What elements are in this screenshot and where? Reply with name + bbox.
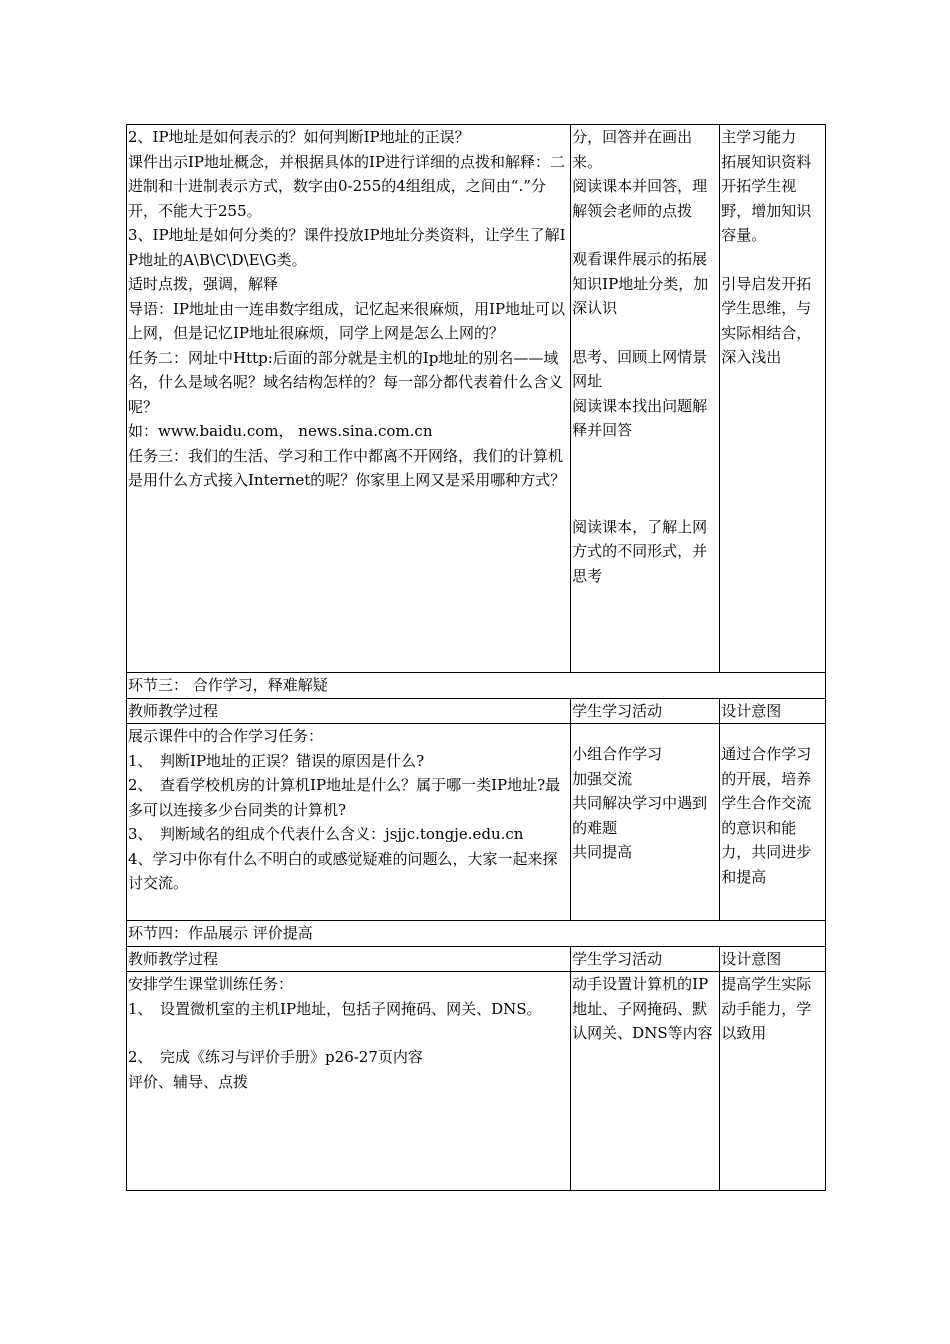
lesson-plan-table	[126, 124, 826, 1191]
header-design: 设计意图	[720, 698, 826, 724]
student-text: 共同提高	[572, 843, 633, 861]
student-text: 小组合作学习	[572, 745, 663, 763]
teacher-text: 3、IP地址是如何分类的？课件投放IP地址分类资料，让学生了解IP地址的A\B\C\D\E\G类。	[128, 226, 566, 269]
section-four-title-row	[127, 921, 826, 947]
header-design: 设计意图	[720, 946, 826, 972]
student-text: 分，回答并在画出来。	[572, 128, 693, 171]
student-text: 加强交流	[572, 769, 633, 788]
teacher-text: 任务二：网址中Http:后面的部分就是主机的Ip地址的别名——域名，什么是域名呢？域名结构怎样的？每一部分都代表着什么含义呢？	[128, 348, 564, 416]
design-intent-cell	[720, 724, 826, 921]
header-student: 学生学习活动	[571, 946, 720, 972]
student-activity-cell	[571, 972, 720, 1191]
section-two-content-row	[127, 125, 826, 673]
teacher-text: 展示课件中的合作学习任务：	[128, 727, 324, 745]
design-text: 引导启发开拓学生思维，与实际相结合，深入浅出	[721, 274, 812, 366]
section-three-content-row	[127, 724, 826, 921]
teacher-text: 1、 设置微机室的主机IP地址，包括子网掩码、网关、DNS。	[128, 999, 542, 1018]
student-text: 网址	[572, 372, 603, 390]
student-activity-cell	[571, 724, 720, 921]
header-teacher: 教师教学过程	[127, 698, 571, 724]
teacher-text: 2、 查看学校机房的计算机IP地址是什么？属于哪一类IP地址?最多可以连接多少台同类的计算机?	[128, 776, 561, 819]
teacher-process-cell	[127, 125, 571, 673]
teacher-process-cell	[127, 724, 571, 921]
student-activity-cell	[571, 125, 720, 673]
teacher-text: 3、 判断域名的组成个代表什么含义：jsjjc.tongje.edu.cn	[128, 825, 524, 843]
design-intent-cell	[720, 972, 826, 1191]
teacher-text: 4、学习中你有什么不明白的或感觉疑难的问题么，大家一起来探讨交流。	[128, 849, 558, 892]
student-text: 阅读课本并回答，理解领会老师的点拨	[572, 177, 708, 220]
teacher-text: 评价、辅导、点拨	[128, 1072, 249, 1091]
teacher-text: 导语：IP地址由一连串数字组成，记忆起来很麻烦，用IP地址可以上网，但是记忆IP地址很麻烦，同学上网是怎么上网的？	[128, 299, 566, 342]
design-text: 主学习能力	[721, 128, 797, 146]
teacher-text: 2、 完成《练习与评价手册》p26-27页内容	[128, 1048, 423, 1066]
teacher-text: 1、 判断IP地址的正误？错误的原因是什么?	[128, 751, 425, 770]
teacher-text: 课件出示IP地址概念，并根据具体的IP进行详细的点拨和解释：二进制和十进制表示方式，数字由0-255的4组组成，之间由“.”分开，不能大于255。	[128, 152, 566, 220]
teacher-process-cell	[127, 972, 571, 1191]
header-teacher: 教师教学过程	[127, 946, 571, 972]
design-text: 提高学生实际动手能力，学以致用	[721, 975, 812, 1042]
section-four-title: 环节四：作品展示 评价提高	[127, 921, 826, 947]
student-text: 观看课件展示的拓展知识IP地址分类，加深认识	[572, 250, 709, 317]
student-text: 阅读课本找出问题解释并回答	[572, 396, 708, 439]
teacher-text: 任务三：我们的生活、学习和工作中都离不开网络，我们的计算机是用什么方式接入Internet的呢？你家里上网又是采用哪种方式？	[128, 446, 566, 489]
teacher-text: 如：www.baidu.com， news.sina.com.cn	[128, 422, 433, 440]
section-three-title: 环节三： 合作学习，释难解疑	[127, 673, 826, 699]
student-text: 思考、回顾上网情景	[572, 347, 708, 366]
design-intent-cell	[720, 125, 826, 673]
section-four-content-row	[127, 972, 826, 1191]
section-four-header-row	[127, 946, 826, 972]
teacher-text: 适时点拨，强调，解释	[128, 275, 279, 293]
design-text: 通过合作学习的开展，培养学生合作交流的意识和能力，共同进步和提高	[721, 745, 812, 886]
section-three-title-row	[127, 673, 826, 699]
teacher-text: 2、IP地址是如何表示的？如何判断IP地址的正误？	[128, 128, 470, 146]
teacher-text: 安排学生课堂训练任务：	[128, 975, 294, 993]
student-text: 阅读课本，了解上网方式的不同形式，并思考	[572, 517, 708, 585]
header-student: 学生学习活动	[571, 698, 720, 724]
design-text: 拓展知识资料开拓学生视野，增加知识容量。	[721, 152, 812, 244]
student-text: 共同解决学习中遇到的难题	[572, 794, 708, 837]
student-text: 动手设置计算机的IP地址、子网掩码、默认网关、DNS等内容	[572, 975, 713, 1042]
section-three-header-row	[127, 698, 826, 724]
